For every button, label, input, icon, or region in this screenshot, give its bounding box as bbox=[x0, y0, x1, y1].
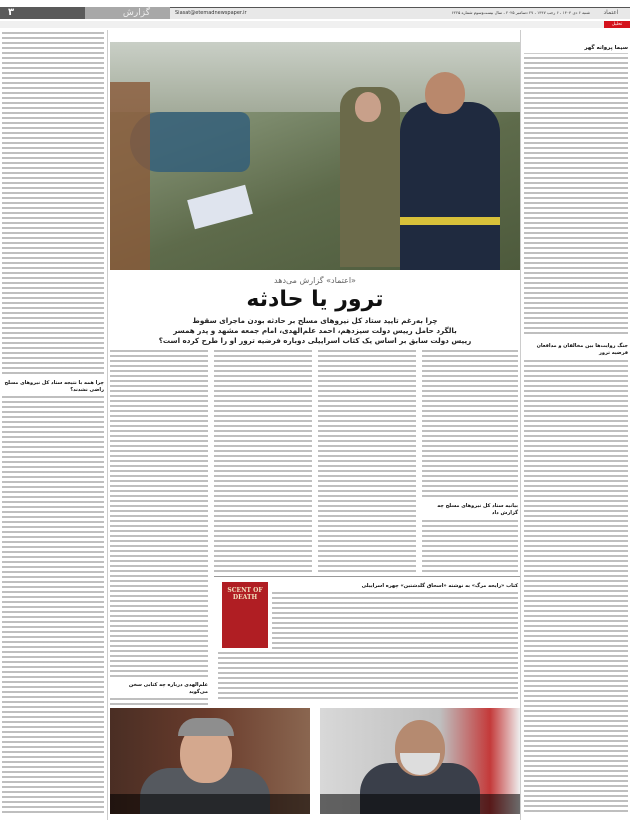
book-cover bbox=[222, 582, 268, 648]
left-body-text bbox=[2, 32, 104, 377]
left-body-text-2 bbox=[2, 396, 104, 816]
column-rule bbox=[520, 30, 521, 820]
sidebar-body-text bbox=[524, 57, 628, 337]
body-text-col4b bbox=[110, 698, 208, 705]
book-box-rule bbox=[214, 576, 520, 577]
deck-line: بالگرد حامل رییس دولت سیزدهم، احمد علم‌الهدی، امام جمعه مشهد و پدر همسر bbox=[173, 326, 457, 335]
section-band bbox=[0, 21, 630, 28]
body-text-col1b bbox=[422, 520, 518, 573]
page-number: ۳ bbox=[0, 7, 85, 19]
headline: ترور یا حادثه bbox=[246, 287, 384, 312]
body-text-col2 bbox=[318, 350, 416, 572]
deck-line: چرا به‌رغم تایید ستاد کل نیروهای مسلح بر حادثه بودن ماجرای سقوط bbox=[192, 316, 438, 325]
photo-caption bbox=[110, 794, 310, 814]
subhead-alamolhoda: علم‌الهدی درباره چه کتابی سخن می‌گوید bbox=[110, 682, 208, 696]
deck bbox=[110, 316, 520, 346]
body-text-col3 bbox=[214, 350, 312, 572]
section-title: گزارش bbox=[85, 7, 170, 19]
date-line: شنبه ۶ دی ۱۴۰۴ ، ۶ رجب ۱۴۴۷ ، ۲۷ دسامبر ۲۰۲۵ ، سال بیست‌وسوم شماره ۶۲۲۵ bbox=[451, 10, 590, 15]
email-link[interactable]: Siasat@etemadnewspaper.ir bbox=[175, 10, 247, 16]
official-photo-left bbox=[110, 708, 310, 814]
kicker: «اعتماد» گزارش می‌دهد bbox=[274, 276, 356, 285]
sidebar-subhead: جنگ روایت‌ها بین مخالفان و مدافعان فرضیه ترور bbox=[524, 343, 628, 357]
crash-scene-photo bbox=[110, 42, 520, 270]
sidebar-body-text-2 bbox=[524, 360, 628, 815]
book-lead: کتاب «رایحه مرگ» به نوشته «اسحاق گلدشتین» چهره اسراییلی bbox=[272, 583, 518, 590]
body-text-col1 bbox=[422, 350, 518, 500]
official-photo-right bbox=[320, 708, 520, 814]
section-tag: تحلیل bbox=[604, 21, 630, 28]
photo-caption bbox=[320, 794, 520, 814]
book-text bbox=[272, 592, 518, 650]
sidebar-byline: سیما پروانه گهر bbox=[524, 45, 628, 52]
deck-line: رییس دولت سابق بر اساس یک کتاب اسراییلی دوباره فرضیه ترور او را طرح کرده است؟ bbox=[158, 336, 472, 345]
divider bbox=[524, 53, 628, 54]
subhead-statement: بیانیه ستاد کل نیروهای مسلح چه گزارش داد bbox=[422, 503, 518, 517]
newspaper-logo: اعتماد bbox=[603, 9, 619, 16]
book-text-2 bbox=[218, 652, 518, 702]
column-rule bbox=[107, 30, 108, 820]
subhead-why: چرا همه با نتیجه ستاد کل نیروهای مسلح راضی نشدند؟ bbox=[2, 380, 104, 394]
book-cover-title: SCENT OF DEATH bbox=[227, 587, 263, 601]
body-text-col4 bbox=[110, 350, 208, 678]
